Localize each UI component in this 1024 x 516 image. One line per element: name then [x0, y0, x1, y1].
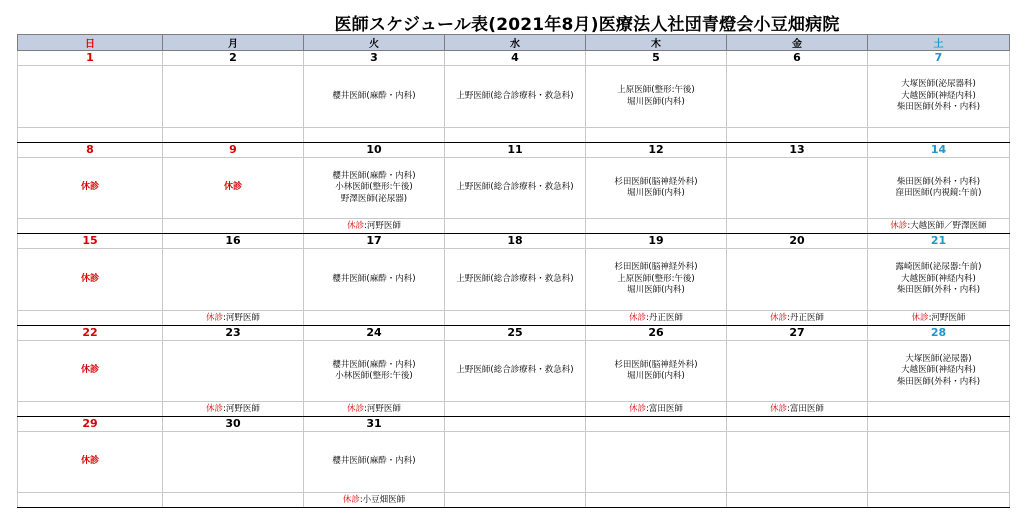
doctor-cell — [727, 249, 868, 311]
closure-note-cell — [727, 493, 868, 508]
closed-label: 休診 — [80, 456, 99, 467]
closed-keyword: 休診 — [347, 221, 365, 231]
closure-note-cell — [445, 402, 586, 417]
date-cell: 12 — [586, 143, 727, 158]
doctor-entry: 大塚医師(泌尿器) — [905, 353, 972, 364]
date-cell: 27 — [727, 326, 868, 341]
date-cell: 14 — [868, 143, 1010, 158]
closure-note-cell — [727, 402, 868, 417]
date-cell — [727, 417, 868, 432]
closure-note-cell — [445, 493, 586, 508]
doctor-entry: 上野医師(総合診療科・救急科) — [456, 90, 574, 101]
closed-keyword: 休診 — [347, 404, 365, 414]
closure-note-cell — [18, 219, 163, 234]
doctor-cell — [445, 249, 586, 311]
date-cell: 5 — [586, 51, 727, 66]
date-row — [18, 417, 1010, 432]
doctor-cell — [727, 341, 868, 402]
doctor-entry: 上野医師(総合診療科・救急科) — [456, 182, 574, 193]
closure-doctor: :丹正医師 — [787, 313, 824, 323]
doctor-cell — [163, 341, 304, 402]
closed-keyword: 休診 — [342, 495, 360, 505]
header-thursday: 木 — [586, 35, 727, 51]
closure-note-cell — [18, 311, 163, 326]
doctor-entry: 上野医師(総合診療科・救急科) — [456, 365, 574, 376]
date-cell — [445, 417, 586, 432]
closure-note-cell — [163, 219, 304, 234]
doctor-cell — [586, 341, 727, 402]
doctor-cell — [18, 66, 163, 128]
closure-note-cell — [868, 128, 1010, 143]
doctor-cell — [18, 432, 163, 493]
date-cell: 19 — [586, 234, 727, 249]
date-cell: 15 — [18, 234, 163, 249]
doctor-entry: 露崎医師(泌尿器:午前) — [895, 262, 982, 273]
doctor-entry: 櫻井医師(麻酔・内科) — [332, 456, 416, 467]
doctor-entry: 堀川医師(内科) — [627, 285, 685, 296]
date-row — [18, 51, 1010, 66]
header-tuesday: 火 — [304, 35, 445, 51]
doctor-row — [18, 66, 1010, 128]
doctor-cell — [304, 432, 445, 493]
doctor-entry: 堀川医師(内科) — [627, 371, 685, 381]
closure-note-row — [18, 493, 1010, 508]
closure-note-cell — [868, 493, 1010, 508]
header-friday: 金 — [727, 35, 868, 51]
closure-doctor: :大越医師／野澤医師 — [907, 221, 987, 231]
closure-note-cell — [445, 128, 586, 143]
doctor-entry: 櫻井医師(麻酔・内科) — [332, 90, 416, 101]
closure-doctor: :富田医師 — [646, 404, 683, 414]
date-cell: 10 — [304, 143, 445, 158]
date-cell: 2 — [163, 51, 304, 66]
doctor-entry: 野澤医師(泌尿器) — [340, 193, 408, 204]
closure-note-row — [18, 402, 1010, 417]
doctor-entry: 小林医師(整形:午後) — [335, 182, 413, 193]
doctor-entry: 窪田医師(内視鏡:午前) — [895, 188, 982, 198]
closure-note-cell — [586, 219, 727, 234]
closure-note-cell — [163, 311, 304, 326]
closure-note-cell — [727, 311, 868, 326]
doctor-cell — [18, 249, 163, 311]
doctor-row — [18, 158, 1010, 219]
closure-note-cell — [304, 311, 445, 326]
date-cell: 22 — [18, 326, 163, 341]
doctor-entry: 柴田医師(外科・内科) — [896, 376, 981, 387]
closure-note-cell — [304, 493, 445, 508]
doctor-row — [18, 249, 1010, 311]
date-cell: 13 — [727, 143, 868, 158]
closure-doctor: :河野医師 — [928, 313, 966, 323]
closure-note-cell — [163, 128, 304, 143]
doctor-entry: 上野医師(総合診療科・救急科) — [456, 273, 574, 284]
page-title: 医師スケジュール表(2021年8月)医療法人社団青燈会小豆畑病院 — [334, 15, 840, 35]
closure-note-cell — [445, 311, 586, 326]
closed-keyword: 休診 — [911, 313, 929, 323]
closure-note-row — [18, 219, 1010, 234]
doctor-cell — [163, 66, 304, 128]
doctor-cell — [586, 66, 727, 128]
date-row — [18, 234, 1010, 249]
date-cell: 11 — [445, 143, 586, 158]
date-cell: 20 — [727, 234, 868, 249]
closure-note-cell — [163, 493, 304, 508]
doctor-entry: 柴田医師(外科・内科) — [896, 102, 981, 113]
date-row — [18, 143, 1010, 158]
closed-keyword: 休診 — [770, 404, 788, 414]
date-cell: 31 — [304, 417, 445, 432]
closure-note-cell — [586, 402, 727, 417]
doctor-cell — [18, 341, 163, 402]
date-cell: 9 — [163, 143, 304, 158]
date-cell: 30 — [163, 417, 304, 432]
closure-note-cell — [868, 402, 1010, 417]
header-sunday: 日 — [18, 35, 163, 51]
doctor-row — [18, 432, 1010, 493]
doctor-cell — [163, 249, 304, 311]
closure-note-cell — [586, 128, 727, 143]
doctor-cell — [727, 432, 868, 493]
doctor-entry: 柴田医師(外科・内科) — [896, 176, 981, 187]
date-cell: 17 — [304, 234, 445, 249]
closed-label: 休診 — [223, 182, 242, 193]
closure-doctor: :河野医師 — [364, 221, 401, 231]
closure-note-cell — [868, 219, 1010, 234]
closure-note-cell — [445, 219, 586, 234]
date-cell: 25 — [445, 326, 586, 341]
closed-keyword: 休診 — [629, 313, 647, 323]
doctor-cell — [586, 249, 727, 311]
closure-note-row — [18, 128, 1010, 143]
date-cell: 29 — [18, 417, 163, 432]
date-cell: 26 — [586, 326, 727, 341]
closed-keyword: 休診 — [206, 313, 224, 323]
closure-doctor: :丹正医師 — [646, 313, 683, 323]
closure-note-cell — [727, 219, 868, 234]
date-cell: 16 — [163, 234, 304, 249]
closed-label: 休診 — [80, 365, 99, 376]
closure-doctor: :河野医師 — [223, 313, 260, 323]
date-cell: 6 — [727, 51, 868, 66]
date-cell: 7 — [868, 51, 1010, 66]
doctor-entry: 堀川医師(内科) — [627, 96, 685, 107]
doctor-entry: 小林医師(整形:午後) — [335, 371, 413, 381]
doctor-entry: 櫻井医師(麻酔・内科) — [332, 170, 416, 181]
schedule-body — [18, 51, 1010, 508]
doctor-entry: 櫻井医師(麻酔・内科) — [332, 273, 416, 284]
date-cell: 18 — [445, 234, 586, 249]
doctor-cell — [445, 66, 586, 128]
closure-note-row — [18, 311, 1010, 326]
doctor-cell — [586, 158, 727, 219]
doctor-cell — [163, 158, 304, 219]
doctor-entry: 上原医師(整形:午後) — [617, 273, 695, 284]
doctor-cell — [445, 158, 586, 219]
doctor-cell — [18, 158, 163, 219]
closed-keyword: 休診 — [890, 221, 908, 231]
doctor-cell — [304, 249, 445, 311]
closure-note-cell — [18, 402, 163, 417]
closure-note-cell — [304, 402, 445, 417]
doctor-entry: 柴田医師(外科・内科) — [896, 285, 981, 296]
closed-keyword: 休診 — [629, 404, 647, 414]
closure-doctor: :富田医師 — [787, 404, 824, 414]
closed-keyword: 休診 — [206, 404, 224, 414]
doctor-cell — [868, 432, 1010, 493]
closure-note-cell — [868, 311, 1010, 326]
doctor-entry: 櫻井医師(麻酔・内科) — [332, 359, 416, 370]
closure-note-cell — [304, 128, 445, 143]
doctor-entry: 杉田医師(脳神経外科) — [614, 262, 698, 273]
doctor-entry: 上原医師(整形:午後) — [617, 85, 695, 95]
date-cell: 28 — [868, 326, 1010, 341]
doctor-entry: 杉田医師(脳神経外科) — [614, 176, 698, 187]
doctor-cell — [304, 341, 445, 402]
closure-note-cell — [586, 493, 727, 508]
closure-note-cell — [586, 311, 727, 326]
doctor-entry: 大塚医師(泌尿器科) — [901, 79, 976, 90]
doctor-cell — [163, 432, 304, 493]
header-monday: 月 — [163, 35, 304, 51]
date-cell: 1 — [18, 51, 163, 66]
doctor-cell — [727, 66, 868, 128]
header-wednesday: 水 — [445, 35, 586, 51]
closure-note-cell — [18, 493, 163, 508]
date-cell — [868, 417, 1010, 432]
date-cell: 3 — [304, 51, 445, 66]
closed-label: 休診 — [80, 182, 99, 193]
closure-note-cell — [304, 219, 445, 234]
doctor-entry: 杉田医師(脳神経外科) — [614, 359, 698, 370]
closed-label: 休診 — [80, 273, 99, 284]
closure-doctor: :河野医師 — [364, 404, 401, 414]
doctor-cell — [868, 66, 1010, 128]
closure-doctor: :河野医師 — [223, 404, 260, 414]
date-cell: 21 — [868, 234, 1010, 249]
doctor-cell — [586, 432, 727, 493]
weekday-header-row — [18, 35, 1010, 51]
date-cell: 24 — [304, 326, 445, 341]
doctor-entry: 堀川医師(内科) — [627, 188, 685, 198]
date-cell — [586, 417, 727, 432]
closure-note-cell — [18, 128, 163, 143]
doctor-cell — [304, 158, 445, 219]
header-saturday: 土 — [868, 35, 1010, 51]
schedule-table — [17, 34, 1010, 508]
closure-note-cell — [727, 128, 868, 143]
closed-keyword: 休診 — [770, 313, 788, 323]
doctor-cell — [868, 249, 1010, 311]
doctor-entry: 大越医師(神経内科) — [901, 365, 976, 376]
doctor-cell — [445, 341, 586, 402]
date-cell: 23 — [163, 326, 304, 341]
doctor-cell — [445, 432, 586, 493]
date-cell: 8 — [18, 143, 163, 158]
date-cell: 4 — [445, 51, 586, 66]
doctor-cell — [868, 158, 1010, 219]
doctor-entry: 大越医師(神経内科) — [901, 273, 976, 284]
closure-doctor: :小豆畑医師 — [359, 495, 406, 505]
date-row — [18, 326, 1010, 341]
closure-note-cell — [163, 402, 304, 417]
doctor-cell — [727, 158, 868, 219]
doctor-cell — [868, 341, 1010, 402]
doctor-entry: 大越医師(神経内科) — [901, 90, 976, 101]
doctor-cell — [304, 66, 445, 128]
doctor-row — [18, 341, 1010, 402]
